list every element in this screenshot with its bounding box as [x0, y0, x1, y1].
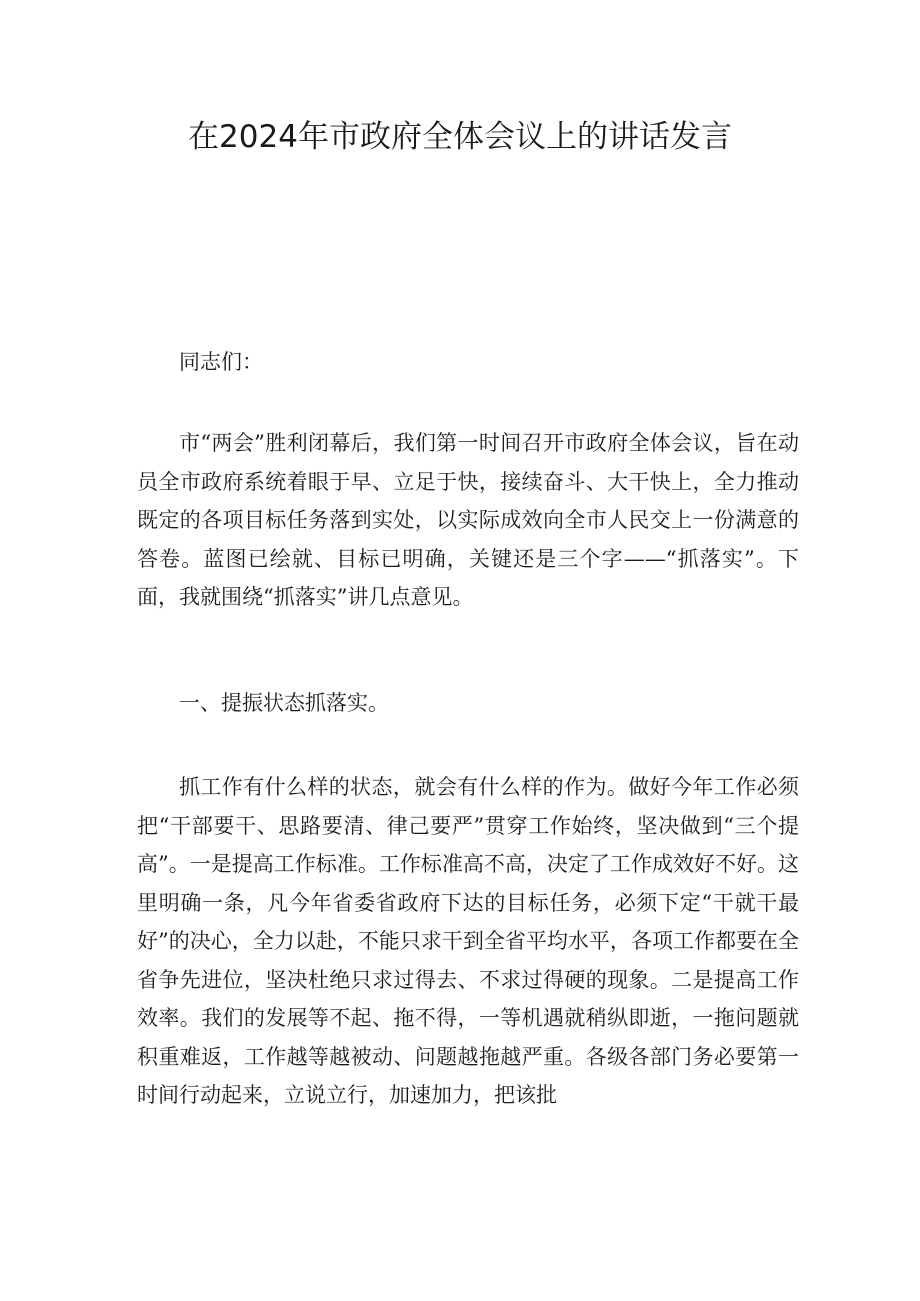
document-title: 在2024年市政府全体会议上的讲话发言	[188, 119, 732, 155]
section-one-heading: 一、提振状态抓落实。	[179, 691, 389, 715]
intro-paragraph: 市“两会”胜利闭幕后，我们第一时间召开市政府全体会议，旨在动员全市政府系统着眼于早、立足于快，接续奋斗、大干快上，全力推动既定的各项目标任务落到实处，以实际成效向全市人民交上一份满意的答卷。蓝图已绘就、目标已明确，关键还是三个字——“抓落实”。下面，我就围绕“抓落实”讲几点意见。	[137, 431, 799, 609]
section-one-body-paragraph: 抓工作有什么样的状态，就会有什么样的作为。做好今年工作必须把“干部要干、思路要清、律己要严”贯穿工作始终，坚决做到“三个提高”。一是提高工作标准。工作标准高不高，决定了工作成效好不好。这里明确一条，凡今年省委省政府下达的目标任务，必须下定“干就干最好”的决心，全力以赴，不能只求干到全省平均水平，各项工作都要在全省争先进位，坚决杜绝只求过得去、不求过得硬的现象。二是提高工作效率。我们的发展等不起、拖不得，一等机遇就稍纵即逝，一拖问题就积重难返，工作越等越被动、问题越拖越严重。各级各部门务必要第一时间行动起来，立说立行，加速加力，把该批	[137, 775, 799, 1107]
greeting-paragraph: 同志们：	[179, 350, 263, 374]
